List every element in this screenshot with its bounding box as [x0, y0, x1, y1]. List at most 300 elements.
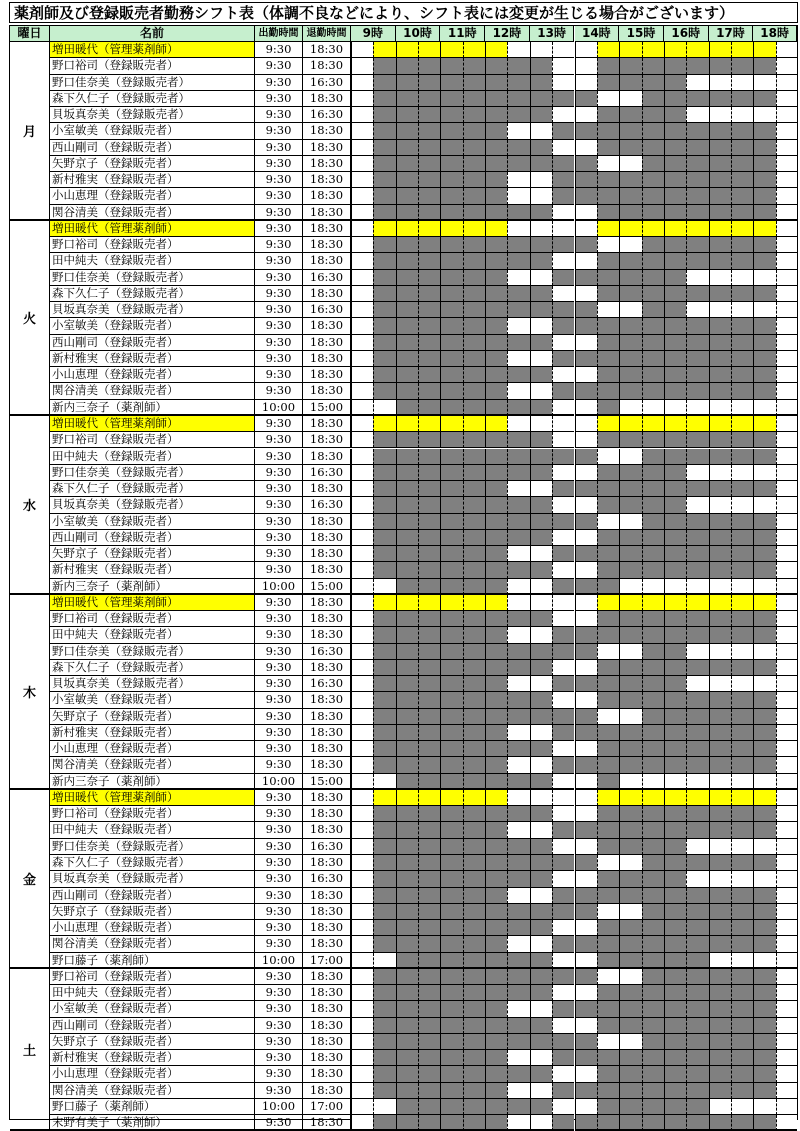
shift-slot-working	[418, 253, 440, 269]
shift-slot-off	[351, 871, 373, 887]
staff-name: 小室敏美（登録販売者）	[50, 692, 255, 708]
staff-name: 増田暖代（管理薬剤師）	[50, 221, 255, 237]
shift-slot-off	[575, 562, 597, 578]
shift-slot-working	[440, 1083, 462, 1099]
shift-slot-working	[731, 514, 753, 530]
end-time: 18:30	[303, 920, 351, 936]
start-time: 9:30	[255, 449, 303, 465]
shift-slot-off	[753, 953, 775, 969]
shift-slot-off	[552, 790, 574, 806]
shift-slot-working	[619, 985, 641, 1001]
shift-slot-off	[776, 221, 797, 237]
shift-slot-working	[753, 595, 775, 611]
shift-slot-working	[597, 888, 619, 904]
shift-slot-working	[530, 335, 552, 351]
shift-slot-working	[396, 969, 418, 985]
header-hour: 9時	[351, 26, 396, 42]
shift-slot-working	[485, 692, 507, 708]
shift-slot-working	[709, 611, 731, 627]
shift-slot-working	[642, 383, 664, 399]
shift-slot-off	[351, 855, 373, 871]
header-hour: 11時	[440, 26, 485, 42]
shift-slot-working	[642, 205, 664, 221]
shift-slot-working	[642, 936, 664, 952]
end-time: 18:30	[303, 936, 351, 952]
end-time: 18:30	[303, 367, 351, 383]
end-time: 18:30	[303, 611, 351, 627]
shift-slot-working	[753, 692, 775, 708]
shift-slot-off	[686, 644, 708, 660]
start-time: 9:30	[255, 904, 303, 920]
staff-name: 新内三奈子（薬剤師）	[50, 579, 255, 595]
shift-slot-working	[642, 481, 664, 497]
shift-slot-working	[440, 172, 462, 188]
shift-slot-working	[440, 400, 462, 416]
start-time: 9:30	[255, 1018, 303, 1034]
shift-slot-working	[485, 449, 507, 465]
shift-slot-working	[485, 855, 507, 871]
shift-slot-working	[530, 871, 552, 887]
shift-slot-off	[575, 985, 597, 1001]
staff-name: 矢野京子（登録販売者）	[50, 904, 255, 920]
shift-slot-working	[463, 709, 485, 725]
shift-slot-off	[351, 725, 373, 741]
shift-slot-working	[507, 237, 529, 253]
shift-slot-off	[776, 400, 797, 416]
shift-slot-off	[686, 270, 708, 286]
shift-slot-off	[351, 188, 373, 204]
shift-slot-working	[463, 465, 485, 481]
shift-slot-working	[373, 1083, 395, 1099]
shift-slot-working	[709, 920, 731, 936]
shift-slot-working	[686, 660, 708, 676]
shift-slot-working	[664, 497, 686, 513]
shift-slot-working	[440, 465, 462, 481]
shift-slot-off	[575, 465, 597, 481]
shift-slot-off	[351, 270, 373, 286]
start-time: 9:30	[255, 595, 303, 611]
shift-slot-working	[709, 253, 731, 269]
shift-slot-working	[642, 335, 664, 351]
shift-slot-working	[642, 969, 664, 985]
shift-slot-off	[776, 1050, 797, 1066]
staff-name: 貝坂真奈美（登録販売者）	[50, 302, 255, 318]
staff-name: 新村雅実（登録販売者）	[50, 172, 255, 188]
shift-slot-working	[485, 253, 507, 269]
shift-slot-working	[619, 432, 641, 448]
staff-name: 田中純夫（登録販売者）	[50, 253, 255, 269]
shift-slot-off	[619, 449, 641, 465]
shift-slot-working	[753, 985, 775, 1001]
start-time: 9:30	[255, 286, 303, 302]
shift-slot-off	[552, 432, 574, 448]
shift-slot-working	[507, 1018, 529, 1034]
shift-slot-working	[619, 936, 641, 952]
shift-slot-off	[351, 351, 373, 367]
shift-slot-working	[664, 205, 686, 221]
shift-slot-working	[373, 1001, 395, 1017]
shift-slot-off	[731, 953, 753, 969]
shift-slot-working	[552, 822, 574, 838]
shift-slot-off	[351, 497, 373, 513]
shift-slot-working	[619, 562, 641, 578]
shift-slot-off	[776, 953, 797, 969]
shift-slot-working	[396, 936, 418, 952]
shift-slot-off	[507, 725, 529, 741]
shift-slot-off	[575, 416, 597, 432]
shift-slot-off	[753, 270, 775, 286]
staff-name: 野口佳奈美（登録販売者）	[50, 75, 255, 91]
shift-slot-working	[396, 595, 418, 611]
shift-slot-working	[686, 806, 708, 822]
shift-slot-working	[642, 91, 664, 107]
shift-slot-working	[552, 936, 574, 952]
shift-slot-working	[664, 42, 686, 58]
shift-slot-working	[709, 806, 731, 822]
shift-slot-working	[485, 660, 507, 676]
shift-slot-off	[776, 790, 797, 806]
shift-slot-off	[753, 497, 775, 513]
shift-slot-working	[753, 1083, 775, 1099]
shift-slot-working	[552, 855, 574, 871]
shift-slot-working	[552, 123, 574, 139]
shift-slot-working	[753, 432, 775, 448]
shift-slot-off	[776, 985, 797, 1001]
shift-slot-working	[418, 221, 440, 237]
shift-slot-working	[396, 725, 418, 741]
shift-slot-working	[530, 253, 552, 269]
shift-slot-off	[552, 774, 574, 790]
shift-slot-off	[597, 644, 619, 660]
shift-slot-off	[507, 270, 529, 286]
shift-slot-working	[664, 871, 686, 887]
shift-slot-working	[731, 1083, 753, 1099]
shift-slot-working	[575, 1050, 597, 1066]
shift-slot-working	[664, 1099, 686, 1115]
shift-slot-working	[507, 432, 529, 448]
shift-slot-off	[776, 709, 797, 725]
shift-slot-off	[351, 644, 373, 660]
shift-slot-off	[507, 1115, 529, 1131]
shift-slot-working	[619, 1066, 641, 1082]
shift-slot-working	[373, 595, 395, 611]
shift-slot-working	[709, 188, 731, 204]
start-time: 10:00	[255, 774, 303, 790]
shift-slot-working	[597, 1115, 619, 1131]
shift-slot-working	[642, 497, 664, 513]
start-time: 9:30	[255, 270, 303, 286]
end-time: 18:30	[303, 660, 351, 676]
shift-slot-working	[507, 449, 529, 465]
end-time: 18:30	[303, 1050, 351, 1066]
shift-slot-working	[463, 839, 485, 855]
shift-slot-working	[440, 546, 462, 562]
end-time: 18:30	[303, 253, 351, 269]
shift-slot-working	[686, 1115, 708, 1131]
shift-slot-working	[709, 367, 731, 383]
shift-slot-working	[731, 449, 753, 465]
shift-slot-working	[686, 627, 708, 643]
shift-slot-working	[485, 1050, 507, 1066]
shift-slot-off	[664, 774, 686, 790]
shift-slot-off	[619, 644, 641, 660]
shift-slot-working	[597, 660, 619, 676]
shift-slot-off	[731, 107, 753, 123]
shift-slot-off	[619, 904, 641, 920]
shift-slot-working	[507, 91, 529, 107]
shift-slot-working	[731, 367, 753, 383]
staff-name: 田中純夫（登録販売者）	[50, 627, 255, 643]
shift-slot-working	[753, 172, 775, 188]
shift-slot-working	[552, 302, 574, 318]
shift-slot-working	[507, 156, 529, 172]
shift-slot-working	[440, 205, 462, 221]
shift-slot-off	[776, 302, 797, 318]
shift-slot-working	[686, 449, 708, 465]
end-time: 18:30	[303, 140, 351, 156]
shift-slot-working	[396, 237, 418, 253]
shift-slot-working	[664, 58, 686, 74]
shift-slot-off	[575, 871, 597, 887]
shift-slot-working	[642, 644, 664, 660]
shift-slot-working	[530, 692, 552, 708]
end-time: 16:30	[303, 270, 351, 286]
shift-slot-off	[552, 75, 574, 91]
shift-slot-working	[642, 514, 664, 530]
shift-slot-working	[418, 774, 440, 790]
shift-slot-working	[731, 172, 753, 188]
shift-slot-working	[373, 156, 395, 172]
shift-slot-working	[373, 1115, 395, 1131]
shift-slot-working	[686, 237, 708, 253]
shift-slot-working	[664, 644, 686, 660]
shift-slot-working	[463, 562, 485, 578]
staff-name: 関谷清美（登録販売者）	[50, 383, 255, 399]
shift-slot-working	[709, 936, 731, 952]
staff-name: 小山恵理（登録販売者）	[50, 188, 255, 204]
shift-slot-working	[373, 692, 395, 708]
staff-name: 増田暖代（管理薬剤師）	[50, 595, 255, 611]
shift-slot-working	[575, 481, 597, 497]
shift-slot-working	[709, 351, 731, 367]
shift-slot-off	[351, 367, 373, 383]
shift-slot-working	[709, 481, 731, 497]
shift-slot-off	[530, 188, 552, 204]
shift-slot-working	[664, 822, 686, 838]
shift-slot-working	[485, 953, 507, 969]
shift-slot-working	[396, 562, 418, 578]
shift-slot-working	[709, 725, 731, 741]
shift-slot-off	[530, 1083, 552, 1099]
shift-slot-working	[440, 871, 462, 887]
start-time: 9:30	[255, 205, 303, 221]
shift-slot-working	[753, 416, 775, 432]
shift-slot-working	[731, 221, 753, 237]
shift-slot-working	[396, 318, 418, 334]
shift-slot-off	[351, 205, 373, 221]
shift-slot-working	[485, 140, 507, 156]
start-time: 9:30	[255, 806, 303, 822]
shift-slot-working	[686, 920, 708, 936]
staff-name: 野口裕司（登録販売者）	[50, 611, 255, 627]
shift-slot-working	[664, 237, 686, 253]
shift-slot-off	[351, 904, 373, 920]
shift-slot-working	[664, 936, 686, 952]
shift-slot-working	[396, 1050, 418, 1066]
shift-slot-working	[686, 286, 708, 302]
shift-slot-off	[709, 774, 731, 790]
start-time: 9:30	[255, 172, 303, 188]
shift-slot-working	[642, 709, 664, 725]
end-time: 18:30	[303, 725, 351, 741]
shift-slot-working	[396, 367, 418, 383]
shift-slot-off	[351, 822, 373, 838]
end-time: 18:30	[303, 1034, 351, 1050]
shift-slot-working	[709, 1066, 731, 1082]
staff-name: 新村雅実（登録販売者）	[50, 351, 255, 367]
shift-slot-off	[731, 1099, 753, 1115]
shift-slot-off	[776, 253, 797, 269]
shift-slot-off	[351, 546, 373, 562]
shift-slot-working	[686, 172, 708, 188]
shift-slot-off	[351, 75, 373, 91]
shift-slot-working	[485, 188, 507, 204]
shift-slot-working	[507, 140, 529, 156]
shift-slot-off	[575, 367, 597, 383]
shift-slot-working	[575, 1034, 597, 1050]
shift-slot-working	[597, 75, 619, 91]
shift-slot-working	[373, 140, 395, 156]
shift-slot-working	[463, 692, 485, 708]
shift-slot-working	[418, 514, 440, 530]
shift-slot-off	[373, 1099, 395, 1115]
shift-slot-working	[373, 465, 395, 481]
shift-slot-working	[575, 709, 597, 725]
shift-slot-working	[619, 1083, 641, 1099]
shift-slot-off	[552, 692, 574, 708]
shift-slot-working	[440, 904, 462, 920]
shift-slot-off	[619, 855, 641, 871]
shift-slot-working	[575, 579, 597, 595]
shift-slot-off	[776, 936, 797, 952]
shift-slot-working	[686, 904, 708, 920]
shift-slot-working	[686, 953, 708, 969]
shift-slot-working	[485, 1034, 507, 1050]
shift-slot-working	[709, 969, 731, 985]
shift-slot-working	[396, 400, 418, 416]
shift-slot-off	[776, 42, 797, 58]
shift-slot-working	[396, 1083, 418, 1099]
shift-slot-off	[507, 676, 529, 692]
shift-slot-working	[418, 302, 440, 318]
shift-slot-off	[731, 676, 753, 692]
shift-slot-off	[351, 676, 373, 692]
shift-slot-working	[597, 107, 619, 123]
staff-name: 野口佳奈美（登録販売者）	[50, 839, 255, 855]
shift-slot-working	[642, 1083, 664, 1099]
shift-slot-working	[396, 985, 418, 1001]
shift-slot-working	[418, 91, 440, 107]
shift-slot-working	[396, 627, 418, 643]
end-time: 18:30	[303, 692, 351, 708]
shift-slot-working	[597, 741, 619, 757]
shift-slot-working	[485, 302, 507, 318]
shift-slot-off	[351, 318, 373, 334]
shift-slot-working	[731, 1066, 753, 1082]
shift-slot-working	[418, 123, 440, 139]
shift-slot-off	[709, 270, 731, 286]
shift-slot-working	[597, 936, 619, 952]
start-time: 9:30	[255, 481, 303, 497]
page-title: 薬剤師及び登録販売者勤務シフト表（体調不良などにより、シフト表には変更が生じる場合がございます）	[9, 2, 798, 23]
shift-slot-working	[664, 351, 686, 367]
shift-slot-off	[530, 383, 552, 399]
shift-slot-off	[552, 221, 574, 237]
shift-slot-off	[731, 75, 753, 91]
staff-name: 新内三奈子（薬剤師）	[50, 400, 255, 416]
shift-slot-working	[440, 790, 462, 806]
shift-slot-off	[575, 335, 597, 351]
shift-slot-working	[373, 1066, 395, 1082]
shift-slot-working	[642, 888, 664, 904]
shift-slot-working	[396, 270, 418, 286]
shift-slot-off	[686, 107, 708, 123]
shift-slot-off	[530, 790, 552, 806]
shift-slot-off	[642, 400, 664, 416]
shift-slot-off	[619, 1034, 641, 1050]
shift-slot-working	[418, 1066, 440, 1082]
shift-slot-off	[709, 871, 731, 887]
shift-slot-working	[440, 985, 462, 1001]
shift-slot-working	[664, 562, 686, 578]
end-time: 18:30	[303, 481, 351, 497]
shift-slot-working	[440, 1099, 462, 1115]
shift-slot-working	[418, 75, 440, 91]
shift-slot-working	[642, 871, 664, 887]
shift-slot-off	[530, 1001, 552, 1017]
shift-slot-off	[351, 562, 373, 578]
start-time: 9:30	[255, 188, 303, 204]
shift-slot-working	[575, 546, 597, 562]
shift-slot-working	[507, 1066, 529, 1082]
shift-slot-working	[485, 871, 507, 887]
shift-slot-working	[597, 465, 619, 481]
shift-slot-working	[642, 416, 664, 432]
day-label: 木	[10, 595, 50, 790]
shift-slot-working	[418, 627, 440, 643]
shift-slot-working	[373, 676, 395, 692]
end-time: 18:30	[303, 1001, 351, 1017]
shift-slot-working	[753, 449, 775, 465]
shift-slot-working	[418, 465, 440, 481]
shift-slot-off	[776, 318, 797, 334]
shift-slot-off	[776, 660, 797, 676]
shift-slot-working	[530, 75, 552, 91]
shift-slot-working	[396, 692, 418, 708]
shift-slot-working	[485, 270, 507, 286]
shift-slot-working	[686, 1099, 708, 1115]
shift-slot-working	[642, 1018, 664, 1034]
shift-slot-working	[753, 725, 775, 741]
shift-slot-working	[418, 725, 440, 741]
start-time: 9:30	[255, 611, 303, 627]
shift-slot-working	[753, 611, 775, 627]
shift-slot-working	[709, 546, 731, 562]
shift-slot-working	[619, 253, 641, 269]
shift-slot-working	[642, 432, 664, 448]
shift-slot-working	[686, 757, 708, 773]
header-hour: 10時	[396, 26, 441, 42]
